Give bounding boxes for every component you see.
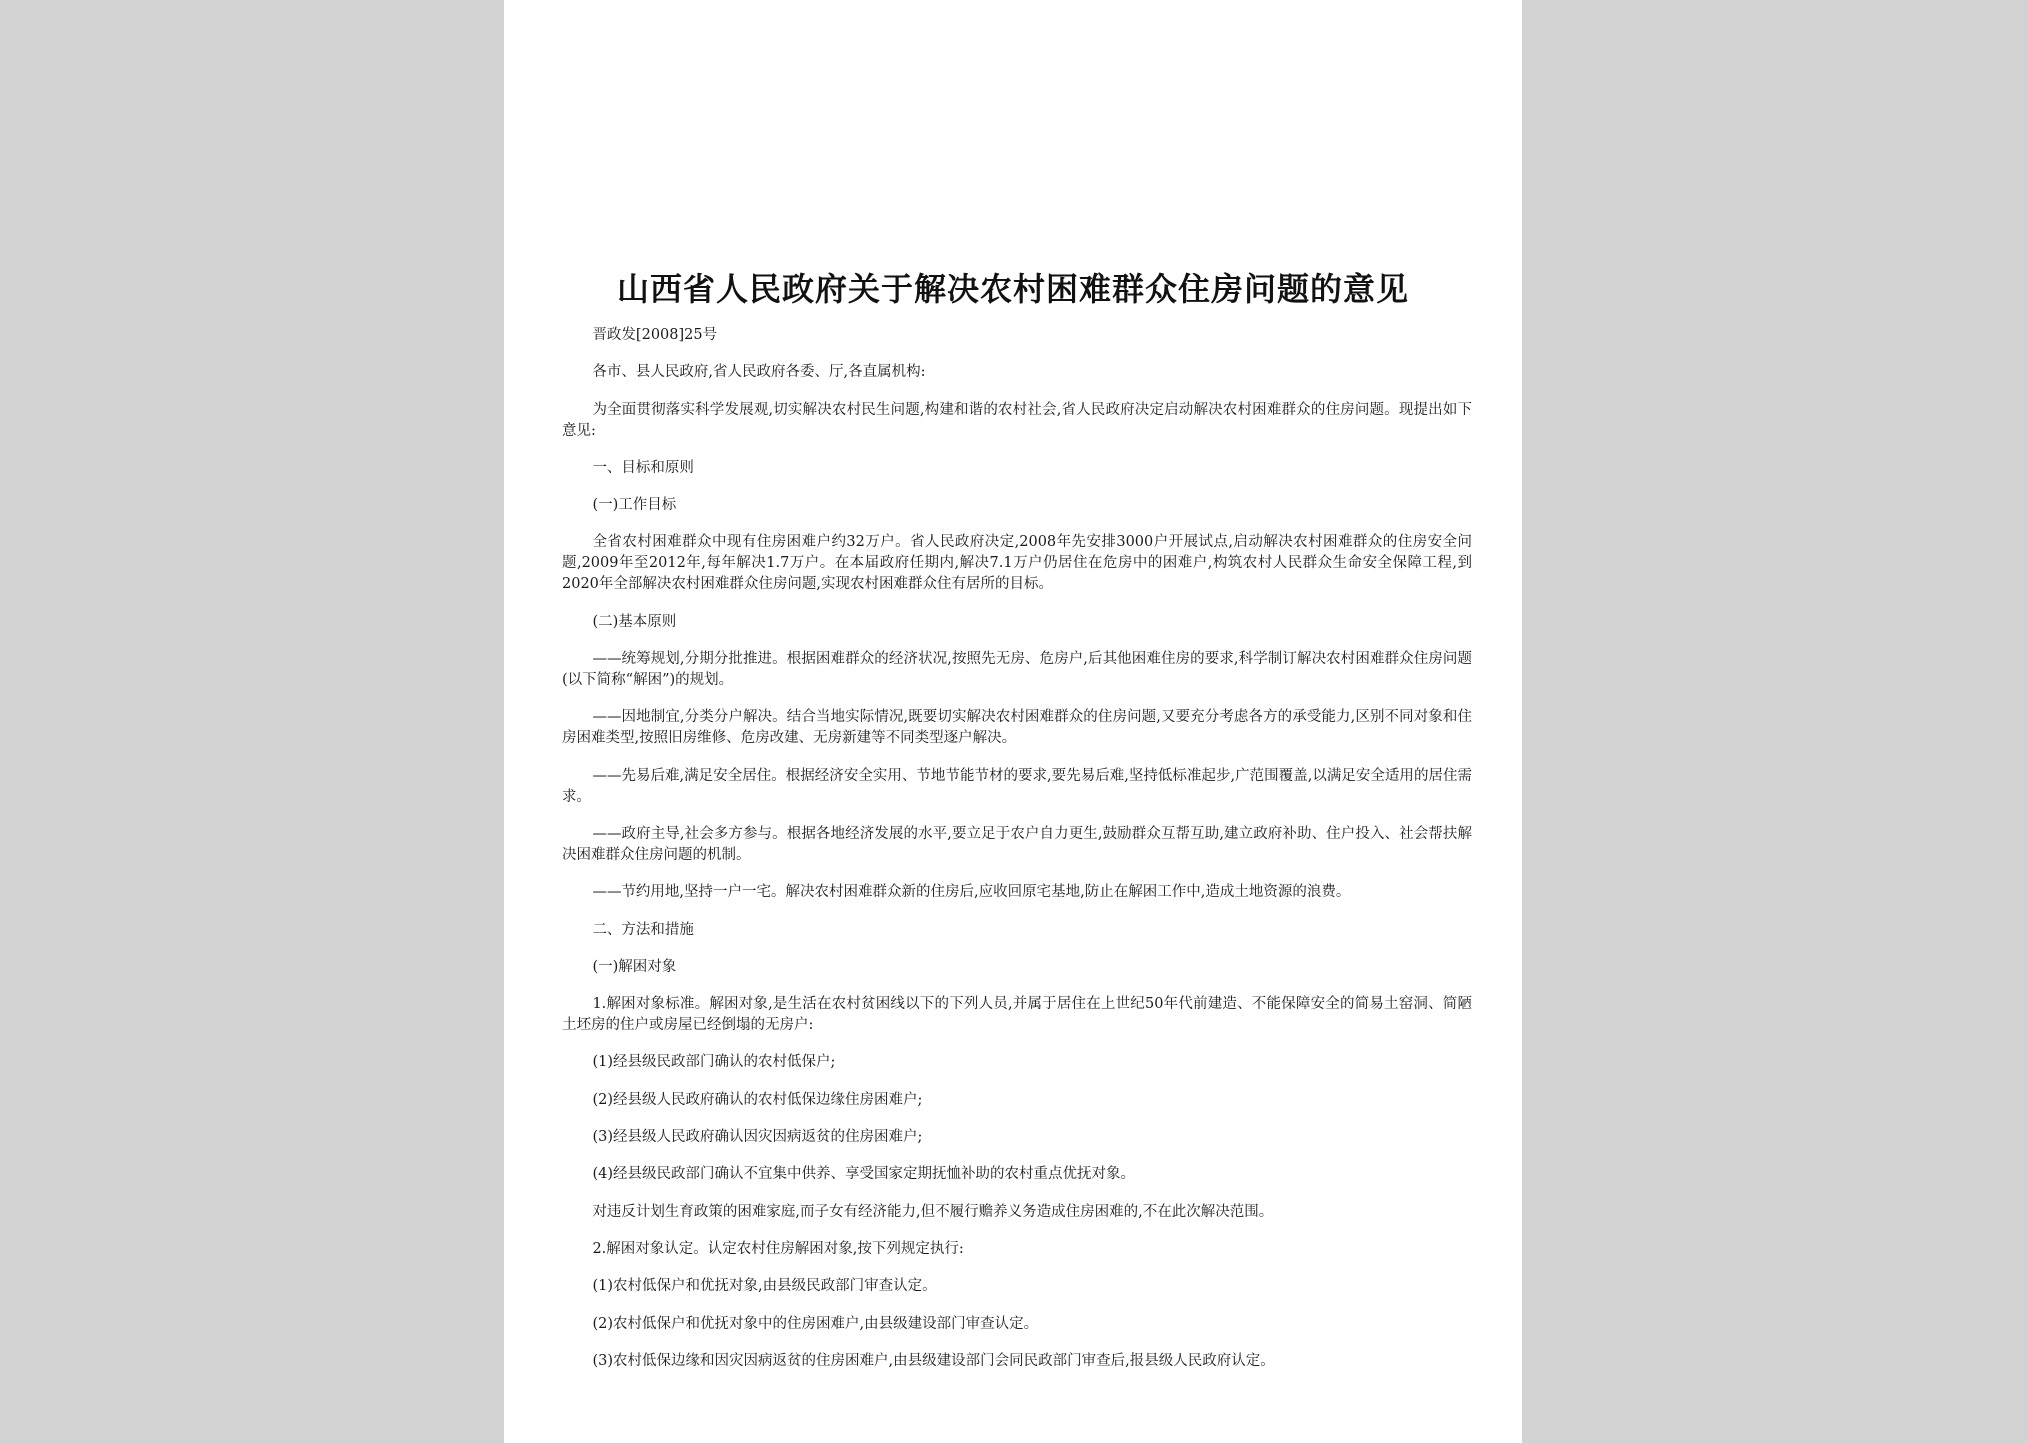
subsection-heading: (一)解困对象 [592,958,677,975]
principle-item: ——节约用地,坚持一户一宅。解决农村困难群众新的住房后,应收回原宅基地,防止在解困工作中,造成土地资源的浪费。 [592,884,1351,901]
subsection-heading: (二)基本原则 [592,613,677,630]
subsection-heading: (一)工作目标 [592,497,677,514]
list-item: (2)经县级人民政府确认的农村低保边缘住房困难户; [592,1091,923,1108]
addressee: 各市、县人民政府,省人民政府各委、厅,各直属机构: [592,364,926,381]
principle-item: ——统筹规划,分期分批推进。根据困难群众的经济状况,按照先无房、危房户,后其他困难住房的要求,科学制订解决农村困难群众住房问题(以下简称“解困”)的规划。 [562,651,1472,689]
principle-item: ——因地制宜,分类分户解决。结合当地实际情况,既要切实解决农村困难群众的住房问题,又要充分考虑各方的承受能力,区别不同对象和住房困难类型,按照旧房维修、危房改建、无房新建等不同类型逐户解决。 [562,709,1472,747]
principle-item: ——先易后难,满足安全居住。根据经济安全实用、节地节能节材的要求,要先易后难,坚持低标准起步,广范围覆盖,以满足安全适用的居住需求。 [562,767,1472,805]
paragraph: 1.解困对象标准。解困对象,是生活在农村贫困线以下的下列人员,并属于居住在上世纪50年代前建造、不能保障安全的简易土窑洞、简陋土坯房的住户或房屋已经倒塌的无房户: [562,996,1472,1034]
document-title: 山西省人民政府关于解决农村困难群众住房问题的意见 [616,270,1409,308]
section-heading: 一、目标和原则 [592,459,694,476]
doc-number: 晋政发[2008]25号 [592,327,718,343]
paragraph: 对违反计划生育政策的困难家庭,而子女有经济能力,但不履行赡养义务造成住房困难的,不在此次解决范围。 [592,1203,1274,1220]
paragraph: 为全面贯彻落实科学发展观,切实解决农村民生问题,构建和谐的农村社会,省人民政府决定启动解决农村困难群众的住房问题。现提出如下意见: [562,401,1472,439]
list-item: (1)经县级民政部门确认的农村低保户; [592,1054,836,1071]
list-item: (1)农村低保户和优抚对象,由县级民政部门审查认定。 [592,1278,937,1295]
paragraph: 全省农村困难群众中现有住房困难户约32万户。省人民政府决定,2008年先安排3000户开展试点,启动解决农村困难群众的住房安全问题,2009年至2012年,每年解决1.7万户。在本届政府任期内,解决7.1万户仍居住在危房中的困难户,构筑农村人民群众生命安全保障工程,到2020年全部解决农村困难群众住房问题,实现农村困难群众住有居所的目标。 [562,534,1472,593]
document-page [504,0,1522,1443]
document-body [562,325,1472,1388]
principle-item: ——政府主导,社会多方参与。根据各地经济发展的水平,要立足于农户自力更生,鼓励群众互帮互助,建立政府补助、住户投入、社会帮扶解决困难群众住房问题的机制。 [562,825,1472,863]
section-heading: 二、方法和措施 [592,921,694,938]
paragraph: 2.解困对象认定。认定农村住房解困对象,按下列规定执行: [592,1240,964,1257]
list-item: (2)农村低保户和优抚对象中的住房困难户,由县级建设部门审查认定。 [592,1315,1039,1332]
list-item: (3)农村低保边缘和因灾因病返贫的住房困难户,由县级建设部门会同民政部门审查后,报县级人民政府认定。 [592,1352,1275,1369]
list-item: (4)经县级民政部门确认不宜集中供养、享受国家定期抚恤补助的农村重点优抚对象。 [592,1166,1135,1183]
list-item: (3)经县级人民政府确认因灾因病返贫的住房困难户; [592,1129,923,1146]
